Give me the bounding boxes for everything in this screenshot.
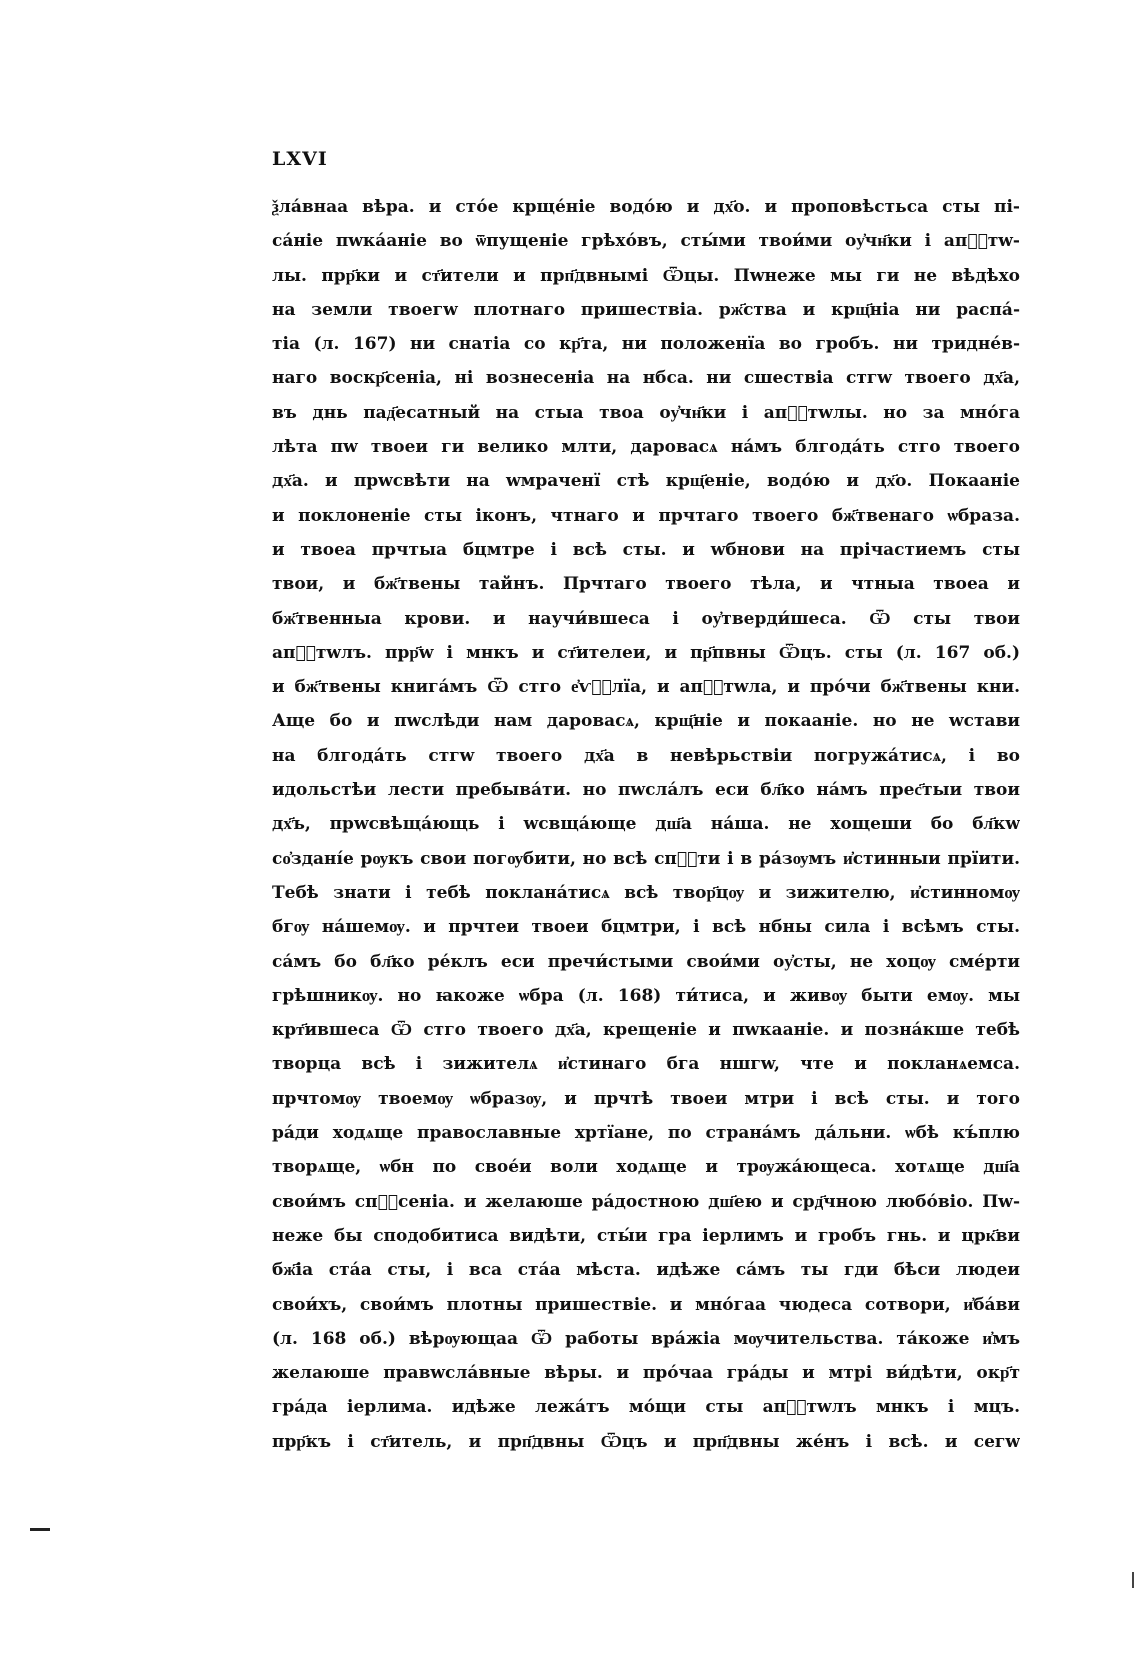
text-line: дх҃а. и прwсвѣти на wмраченї стѣ крщ҃еніе, водо́ю и дх҃о. Покааніе: [272, 471, 1020, 492]
page-number: LXVI: [272, 148, 328, 170]
text-line: ѯла́внаа вѣра. и сто́е крще́ніе водо́ю и дх҃о. и проповѣстьса сты пі-: [272, 197, 1020, 217]
text-line: ра́ди ходѧще православные хртїане, по страна́мъ да́льни. ѡбѣ къ́плю: [272, 1123, 1020, 1144]
text-line: и поклоненіе сты іконъ, чтнаго и прчтаго твоего бж҃твенаго ѡбраза.: [272, 505, 1020, 526]
text-line: наго воскр҃сеніа, ні вознесеніа на нбса. ни сшествіа стгw твоего дх҃а,: [272, 368, 1020, 389]
text-line: неже бы сподобитиса видѣти, сты́и гра іерлимъ и гробъ гнь. и црк҃ви: [272, 1225, 1020, 1246]
text-line: са́ніе пwка́аніе во ѿпущеніе грѣхо́въ, сты́ми твои́ми оу҆чн҃ки і апⷭ҇тw-: [272, 231, 1020, 252]
edge-scan-mark: [1132, 1572, 1134, 1588]
text-line: творца всѣ і зижителѧ и҆стинаго бга ншгw, чте и покланѧемса.: [272, 1054, 1020, 1075]
text-line: въ днь пад҃есатный на стыа твоа оу҆чн҃ки і апⷭ҇тwлы. но за мно́га: [272, 402, 1020, 423]
text-line: грѣшникѹ. но ꙗкоже ѡбра (л. 168) ти́тиса, и живѹ быти емѹ. мы: [272, 985, 1020, 1006]
text-line: апⷭ҇тwлъ. прр҃w і мнкъ и ст҃ителеи, и пр҃пвны Ѿцъ. сты (л. 167 об.): [272, 642, 1020, 663]
text-line: твои, и бж҃твены тайнъ. Прчтаго твоего тѣла, и чтныа твоеа и: [272, 574, 1020, 595]
text-line: дх҃ъ, прwсвѣща́ющь і wсвща́юще дш҃а на́ша. не хощеши бо бл҃кw: [272, 814, 1020, 835]
text-line: лы. прр҃ки и ст҃ители и прп҃двнымі Ѿцы. Пwнеже мы ги не вѣдѣхо: [272, 265, 1020, 286]
text-line: лѣта пw твоеи ги велико млти, даровасѧ на́мъ блгода́ть стго твоего: [272, 437, 1020, 458]
text-line: на земли твоегw плотнаго пришествіа. рж҃ства и крщ҃ніа ни распа́-: [272, 299, 1020, 320]
text-line: Тебѣ знати і тебѣ поклана́тисѧ всѣ твор҃цѹ и зижителю, и҆стинномѹ: [272, 882, 1020, 903]
text-line: и твоеа прчтыа бцмтре і всѣ сты. и wбнови на прічастиемъ сты: [272, 539, 1020, 560]
margin-dash-mark: [30, 1528, 50, 1531]
text-line: со҆здані́е рѹкъ свои погѹбити, но всѣ спⷭ҇ти і в ра́зѹмъ и҆стинныи прїити.: [272, 848, 1020, 869]
text-line: (л. 168 об.) вѣрѹющаа Ѿ работы вра́жіа мѹчительства. та́коже и҆мъ: [272, 1328, 1020, 1349]
text-line: крт҃ившеса Ѿ стго твоего дх҃а, крещеніе и пwкааніе. и позна́кше тебѣ: [272, 1020, 1020, 1041]
text-line: свои́хъ, свои́мъ плотны пришествіе. и мно́гаа чюдеса сотвори, и҆ба́ви: [272, 1294, 1020, 1315]
text-line: тіа (л. 167) ни снатіа со кр҃та, ни положенїа во гробъ. ни тридне́в-: [272, 334, 1020, 355]
text-line: бж҃твенныа крови. и научи́вшеса і оу҆тверди́шеса. Ѿ сты твои: [272, 608, 1020, 629]
text-line: Аще бо и пwслѣди нам даровасѧ, крщ҃ніе и покааніе. но не wстави: [272, 711, 1020, 732]
text-line: идольстѣи лести пребыва́ти. но пwсла́лъ еси бл҃ко на́мъ прес҃тыи твои: [272, 780, 1020, 801]
text-line: бж҃іа ста́а сты, і вса ста́а мѣста. идѣже са́мъ ты гди бѣси людеи: [272, 1260, 1020, 1281]
text-line: свои́мъ спⷭ҇сеніа. и желаюше ра́достною дш҃ею и срд҃чною любо́віо. Пw-: [272, 1191, 1020, 1212]
text-line: и бж҃твены книга́мъ Ѿ стго е҆ѵⷢ҇лїа, и апⷭ҇тwла, и про́чи бж҃твены кни.: [272, 677, 1020, 698]
text-line: творѧще, ѡбн по свое́и воли ходѧще и трѹжа́ющеса. хотѧще дш҃а: [272, 1157, 1020, 1178]
text-line: на блгода́ть стгw твоего дх҃а в невѣрьствіи погружа́тисѧ, і во: [272, 745, 1020, 766]
text-line: прр҃къ і ст҃итель, и прп҃двны Ѿцъ и прп҃двны же́нъ і всѣ. и сегw: [272, 1431, 1020, 1452]
text-line: гра́да іерлима. идѣже лежа́тъ мо́щи сты апⷭ҇тwлъ мнкъ і мцъ.: [272, 1397, 1020, 1418]
text-line: желаюше правwсла́вные вѣры. и про́чаа гра́ды и мтрі ви́дѣти, окр҃т: [272, 1363, 1020, 1384]
text-line: бгѹ на́шемѹ. и прчтеи твоеи бцмтри, і всѣ нбны сила і всѣмъ сты.: [272, 917, 1020, 938]
text-block: [272, 190, 1020, 1459]
text-line: прчтомѹ твоемѹ ѡбразѹ, и прчтѣ твоеи мтри і всѣ сты. и того: [272, 1088, 1020, 1109]
text-line: са́мъ бо бл҃ко ре́клъ еси пречи́стыми свои́ми оу҆сты, не хоцѹ сме́рти: [272, 951, 1020, 972]
